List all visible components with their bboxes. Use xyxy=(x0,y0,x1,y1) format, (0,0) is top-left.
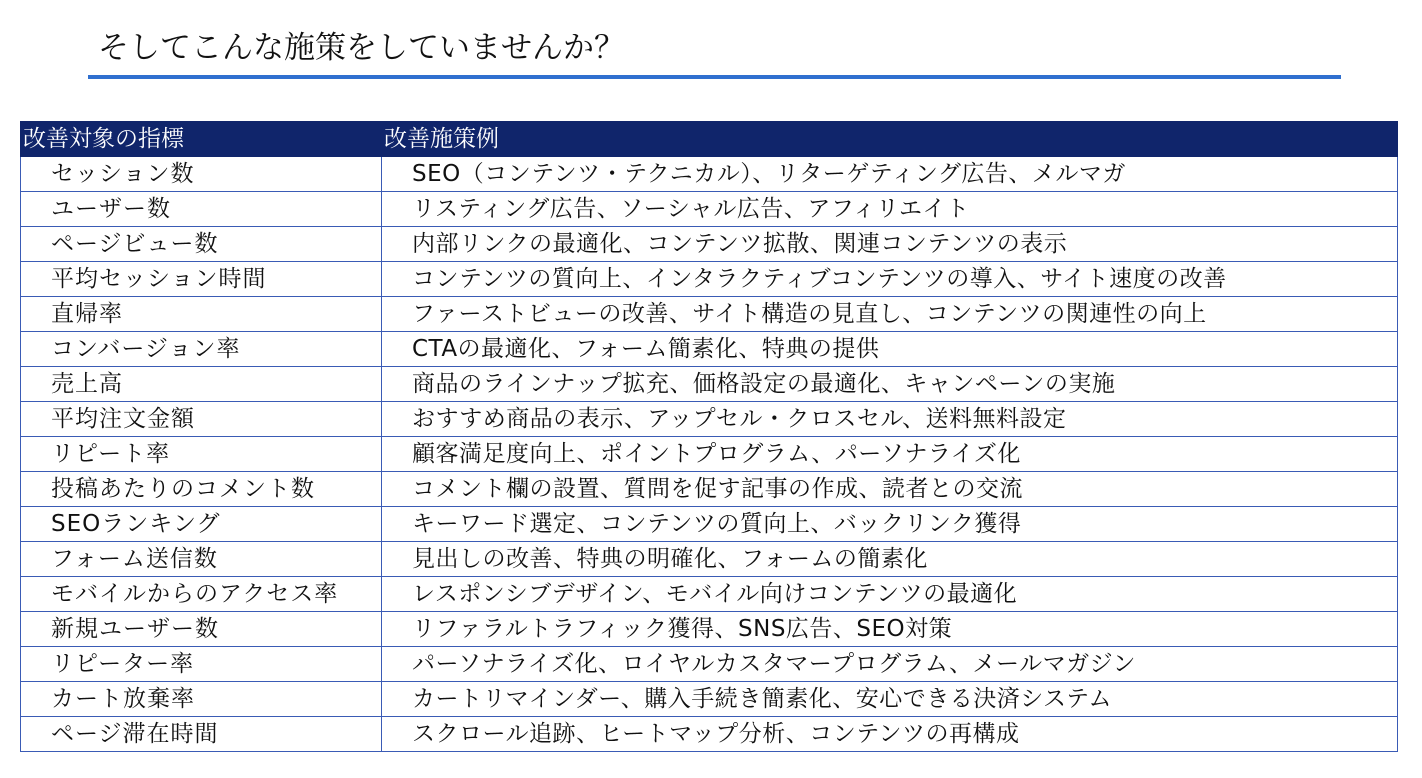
metric-cell: リピート率 xyxy=(21,437,382,472)
table-row xyxy=(21,577,1398,612)
measures-cell: 見出しの改善、特典の明確化、フォームの簡素化 xyxy=(382,542,1398,577)
measures-cell: パーソナライズ化、ロイヤルカスタマープログラム、メールマガジン xyxy=(382,647,1398,682)
metric-cell: カート放棄率 xyxy=(21,682,382,717)
table-header-row xyxy=(21,122,1398,157)
header-measures: 改善施策例 xyxy=(382,122,1398,157)
measures-cell: SEO（コンテンツ・テクニカル）、リターゲティング広告、メルマガ xyxy=(382,157,1398,192)
metric-cell: SEOランキング xyxy=(21,507,382,542)
metric-cell: リピーター率 xyxy=(21,647,382,682)
table-row xyxy=(21,507,1398,542)
page-title: そしてこんな施策をしていませんか？ xyxy=(98,30,625,66)
measures-cell: コメント欄の設置、質問を促す記事の作成、読者との交流 xyxy=(382,472,1398,507)
kpi-measures-table xyxy=(20,121,1398,752)
metric-cell: ユーザー数 xyxy=(21,192,382,227)
metric-cell: 売上高 xyxy=(21,367,382,402)
table-row xyxy=(21,157,1398,192)
metric-cell: セッション数 xyxy=(21,157,382,192)
table-row xyxy=(21,402,1398,437)
measures-cell: リスティング広告、ソーシャル広告、アフィリエイト xyxy=(382,192,1398,227)
metric-cell: コンバージョン率 xyxy=(21,332,382,367)
table-row xyxy=(21,717,1398,752)
table-row xyxy=(21,227,1398,262)
measures-cell: 商品のラインナップ拡充、価格設定の最適化、キャンペーンの実施 xyxy=(382,367,1398,402)
table-row xyxy=(21,297,1398,332)
table-row xyxy=(21,647,1398,682)
metric-cell: フォーム送信数 xyxy=(21,542,382,577)
table-row xyxy=(21,367,1398,402)
measures-cell: スクロール追跡、ヒートマップ分析、コンテンツの再構成 xyxy=(382,717,1398,752)
measures-cell: CTAの最適化、フォーム簡素化、特典の提供 xyxy=(382,332,1398,367)
measures-cell: レスポンシブデザイン、モバイル向けコンテンツの最適化 xyxy=(382,577,1398,612)
measures-cell: 内部リンクの最適化、コンテンツ拡散、関連コンテンツの表示 xyxy=(382,227,1398,262)
metric-cell: 直帰率 xyxy=(21,297,382,332)
metric-cell: モバイルからのアクセス率 xyxy=(21,577,382,612)
metric-cell: 投稿あたりのコメント数 xyxy=(21,472,382,507)
measures-cell: 顧客満足度向上、ポイントプログラム、パーソナライズ化 xyxy=(382,437,1398,472)
metric-cell: 平均セッション時間 xyxy=(21,262,382,297)
measures-cell: コンテンツの質向上、インタラクティブコンテンツの導入、サイト速度の改善 xyxy=(382,262,1398,297)
measures-cell: リファラルトラフィック獲得、SNS広告、SEO対策 xyxy=(382,612,1398,647)
table-row xyxy=(21,192,1398,227)
measures-cell: ファーストビューの改善、サイト構造の見直し、コンテンツの関連性の向上 xyxy=(382,297,1398,332)
table-row xyxy=(21,542,1398,577)
metric-cell: ページ滞在時間 xyxy=(21,717,382,752)
table-row xyxy=(21,682,1398,717)
title-underline xyxy=(88,75,1341,79)
table-row xyxy=(21,437,1398,472)
table-row xyxy=(21,332,1398,367)
metric-cell: ページビュー数 xyxy=(21,227,382,262)
measures-cell: カートリマインダー、購入手続き簡素化、安心できる決済システム xyxy=(382,682,1398,717)
measures-cell: キーワード選定、コンテンツの質向上、バックリンク獲得 xyxy=(382,507,1398,542)
table-row xyxy=(21,472,1398,507)
header-metric: 改善対象の指標 xyxy=(21,122,382,157)
table-row xyxy=(21,612,1398,647)
metric-cell: 新規ユーザー数 xyxy=(21,612,382,647)
table-row xyxy=(21,262,1398,297)
metric-cell: 平均注文金額 xyxy=(21,402,382,437)
measures-cell: おすすめ商品の表示、アップセル・クロスセル、送料無料設定 xyxy=(382,402,1398,437)
